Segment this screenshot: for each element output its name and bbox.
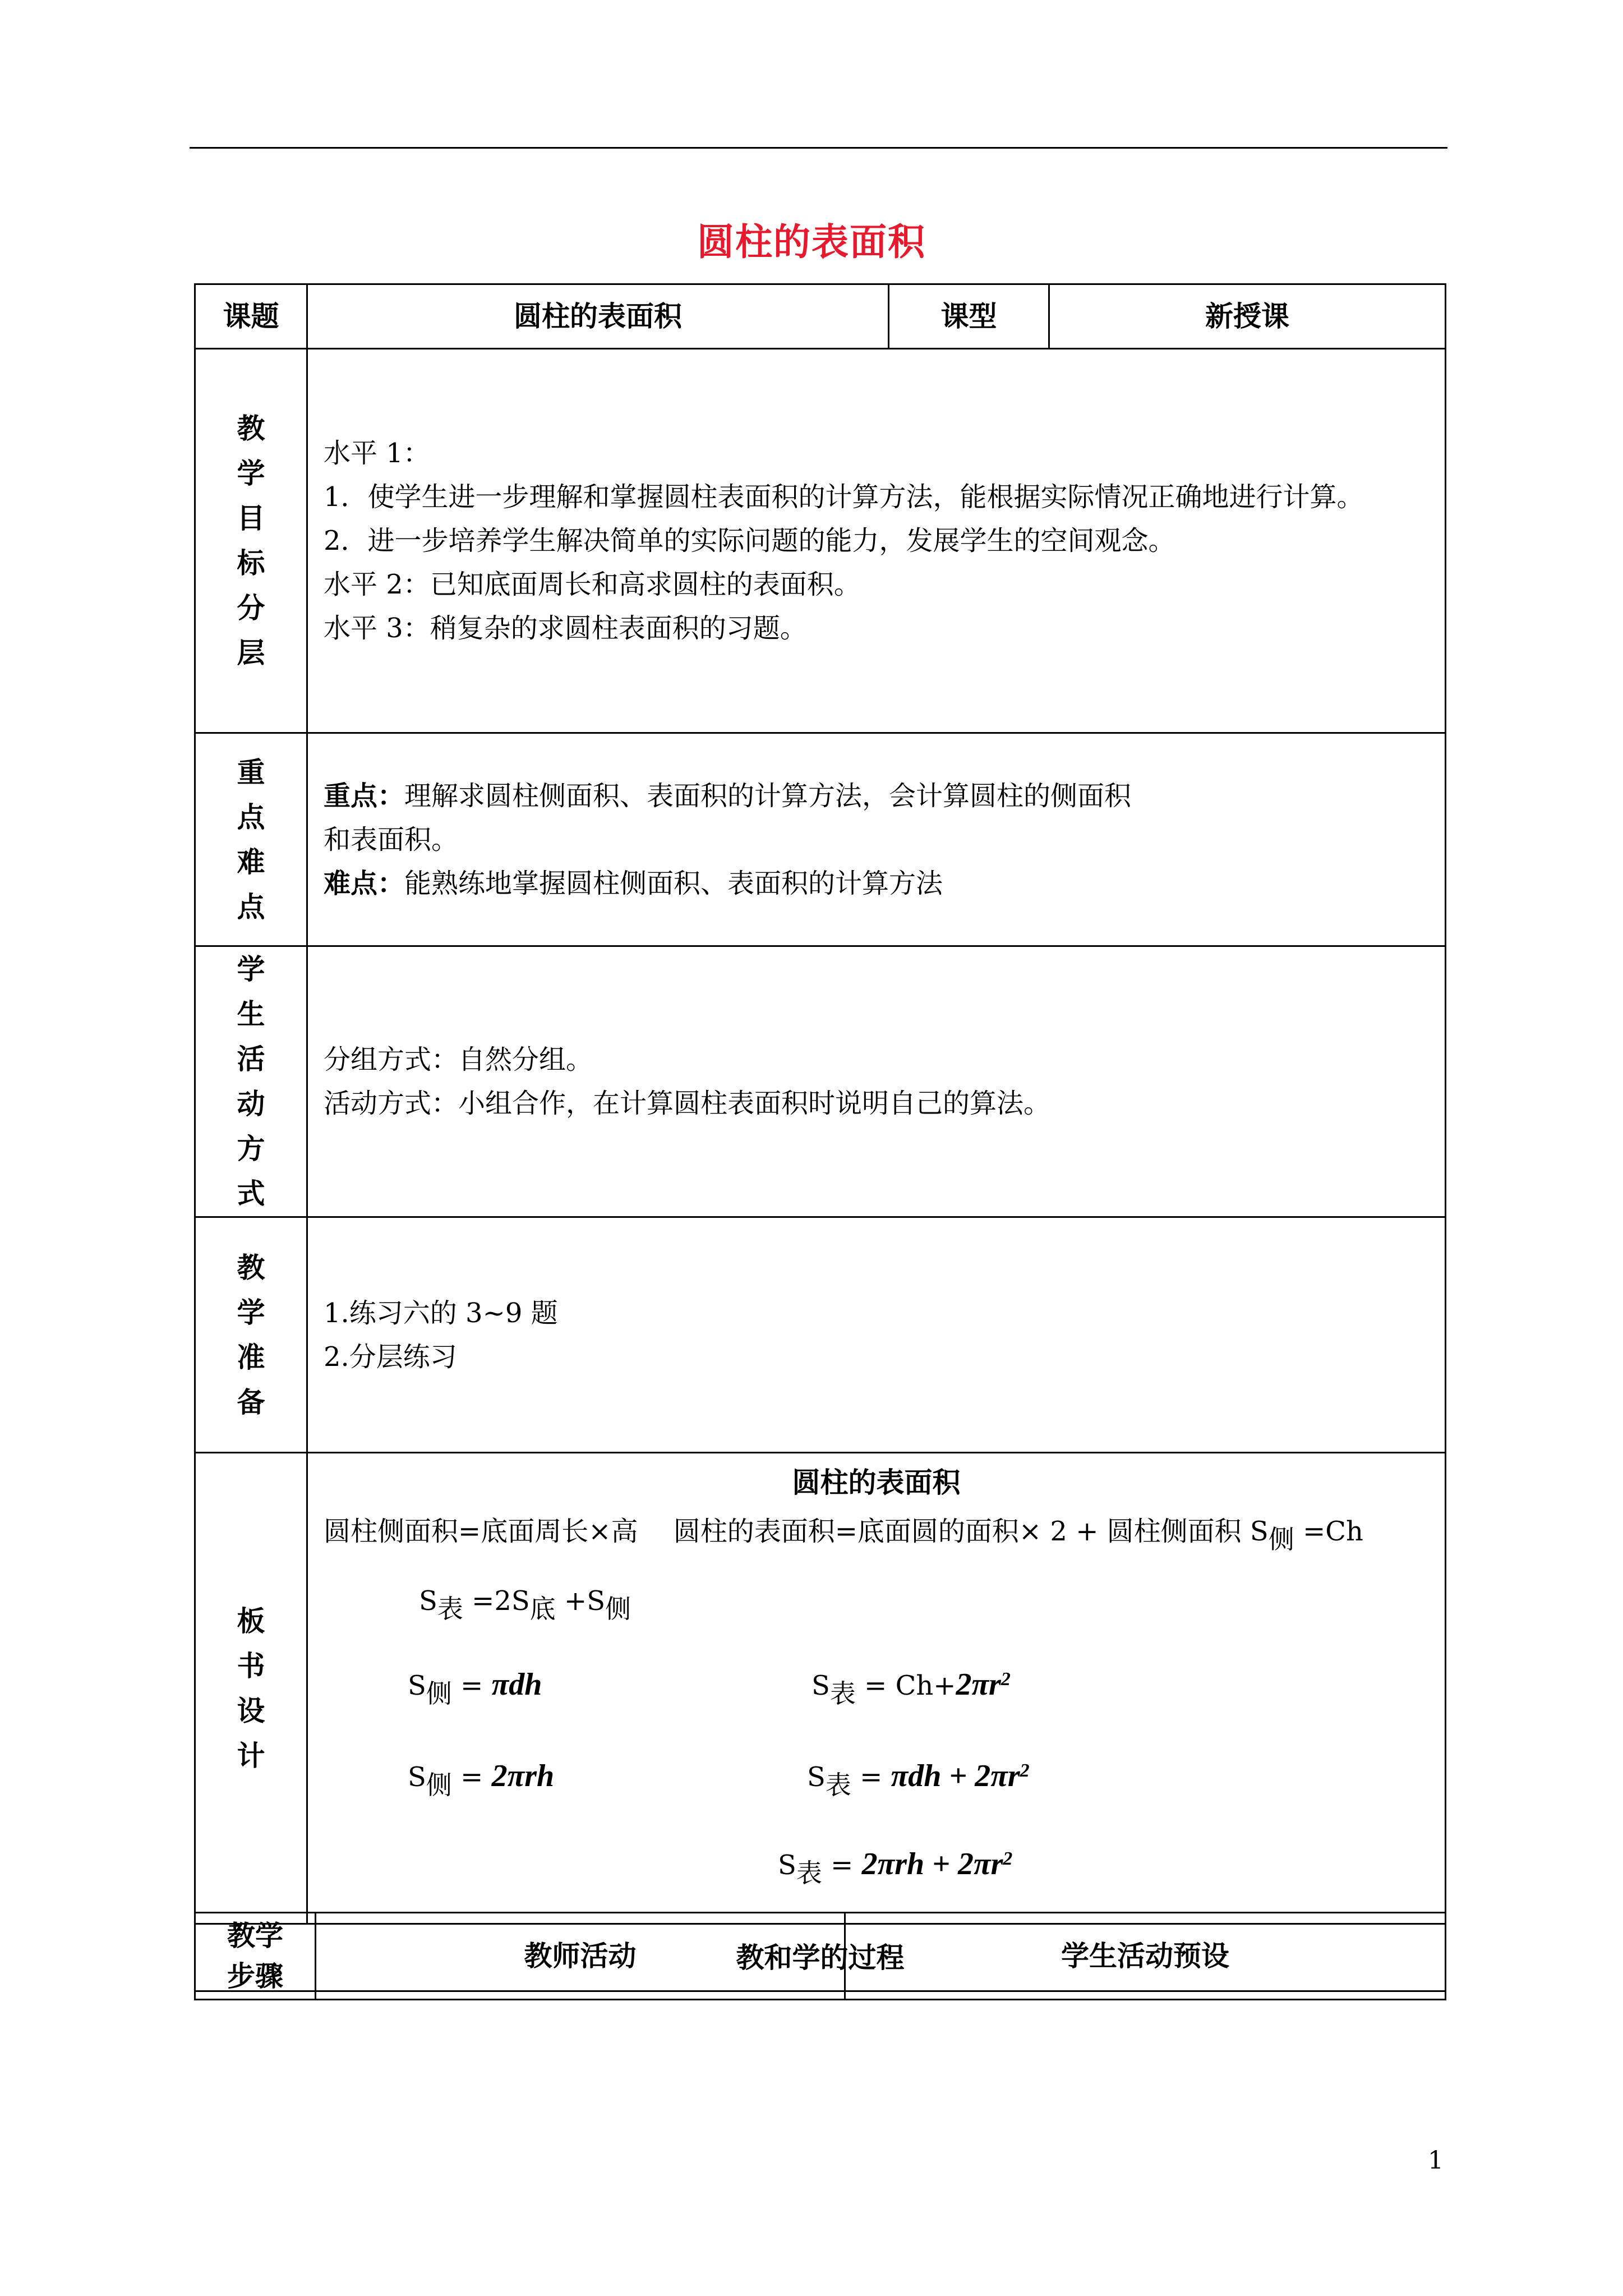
step-label: 教学步骤 [195,1913,316,2000]
board-design-row [195,1453,1446,1924]
page-number: 1 [1428,2146,1444,2175]
header-rule [190,147,1447,149]
key-point-heading: 重点： [324,780,405,812]
process-header-row [195,1913,1446,2000]
board-design-content [307,1453,1446,1924]
board-design-label: 板书设计 [195,1453,307,1924]
preparation-line: 2.分层练习 [324,1341,457,1373]
key-point-text-cont: 和表面积。 [324,823,459,855]
key-points-content [307,733,1446,946]
teacher-activity-header: 教师活动 [316,1913,845,2000]
formula-lateral-radius: $S_侧 = 2\pi rh$ [408,1759,555,1800]
formula-lateral-diameter: $S_侧 = \pi dh$ [408,1667,542,1709]
preparation-label: 教学准备 [195,1217,307,1453]
board-design-canvas [308,1453,1445,1920]
preparation-content [307,1217,1446,1453]
process-title: 教和学的过程 [195,1924,1446,1991]
objectives-label: 教学目标分层 [195,349,307,733]
difficulty-text: 能熟练地掌握圆柱侧面积、表面积的计算方法 [404,867,943,899]
topic-label: 课题 [195,284,307,349]
preparation-row [195,1217,1446,1453]
preparation-line: 1.练习六的 3~9 题 [324,1297,558,1329]
activity-line: 分组方式：自然分组。 [324,1044,593,1075]
key-point-text: 理解求圆柱侧面积、表面积的计算方法，会计算圆柱的侧面积 [404,780,1132,812]
key-point-line [324,774,1445,818]
objective-line: 水平 2：已知底面周长和高求圆柱的表面积。 [324,569,861,600]
type-value: 新授课 [1049,284,1446,349]
formula-surface-radius: $S_表 = 2\pi rh + 2\pi r^2$ [778,1847,1013,1888]
topic-row [195,284,1446,349]
key-points-row [195,733,1446,946]
board-line-1: 圆柱侧面积=底面周长×高 圆柱的表面积=底面圆的面积× 2 + 圆柱侧面积 $S_侧 =Ch$ [324,1516,1363,1554]
difficulty-line [324,862,1445,905]
topic-value: 圆柱的表面积 [307,284,889,349]
objective-line: 2．进一步培养学生解决简单的实际问题的能力，发展学生的空间观念。 [324,525,1175,556]
student-activity-header: 学生活动预设 [845,1913,1446,2000]
formula-surface-total: $S_表 =2S_底 +S_侧$ [419,1585,631,1624]
objective-line: 水平 1： [324,438,430,469]
activity-row [195,946,1446,1217]
formula-surface-circumference: $S_表 = Ch+2\pi r^2$ [811,1667,1011,1709]
type-label: 课型 [889,284,1049,349]
activity-line: 活动方式：小组合作，在计算圆柱表面积时说明自己的算法。 [324,1088,1051,1119]
board-title: 圆柱的表面积 [792,1466,961,1499]
objective-line: 水平 3：稍复杂的求圆柱表面积的习题。 [324,613,807,644]
difficulty-heading: 难点： [324,867,405,899]
key-points-label: 重点难点 [195,733,307,946]
lesson-plan-table [194,283,1446,1992]
activity-content [307,946,1446,1217]
objectives-content [307,349,1446,733]
objective-line: 1．使学生进一步理解和掌握圆柱表面积的计算方法，能根据实际情况正确地进行计算。 [324,481,1364,513]
document-title: 圆柱的表面积 [697,220,926,264]
objectives-row [195,349,1446,733]
formula-surface-diameter: $S_表 = \pi dh + 2\pi r^2$ [807,1759,1030,1800]
process-header-table [194,1912,1446,2000]
activity-label: 学生活动方式 [195,946,307,1217]
